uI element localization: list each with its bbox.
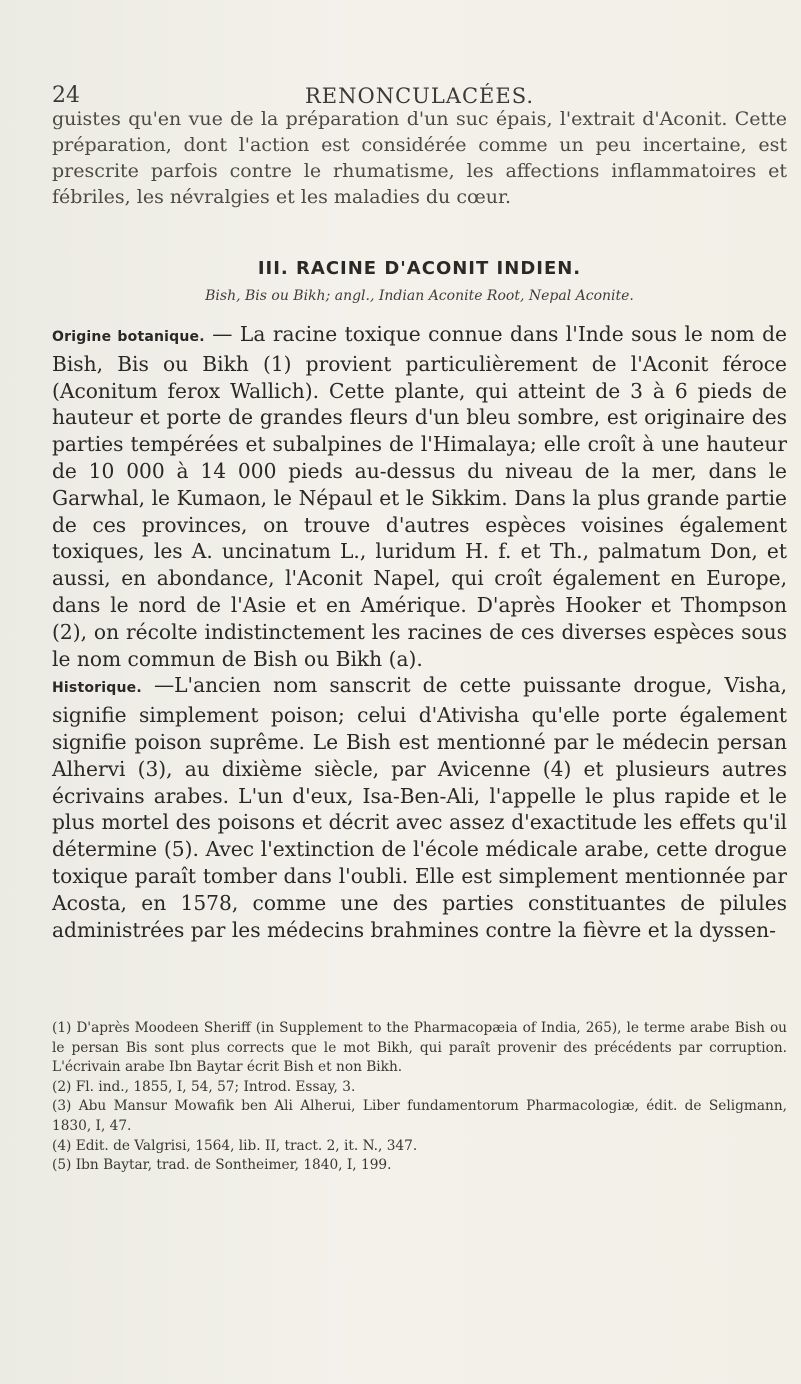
intro-paragraph: guistes qu'en vue de la préparation d'un suc épais, l'extrait d'Aconit. Cette préparation, dont l'action est considérée comme un peu incertaine, est prescrite parfois contre le rhumatisme, les affections inflammatoires et fébriles, les névralgies et les maladies du cœur. — [52, 108, 787, 208]
historique-lead: Historique. — [52, 680, 142, 697]
footnote-4: (4) Edit. de Valgrisi, 1564, lib. II, tract. 2, it. N., 347. — [52, 1137, 418, 1154]
section-subtitle: Bish, Bis ou Bikh; angl., Indian Aconite Root, Nepal Aconite. — [205, 288, 634, 304]
footnote-2: (2) Fl. ind., 1855, I, 54, 57; Introd. Essay, 3. — [52, 1078, 356, 1095]
section-title: III. RACINE D'ACONIT INDIEN. — [257, 258, 582, 279]
origine-paragraph — [52, 321, 787, 672]
intro-paragraph-block — [52, 106, 787, 210]
origine-lead: Origine botanique. — [52, 329, 205, 345]
footnote-3: (3) Abu Mansur Mowafik ben Ali Alherui, Liber fundamentorum Pharmacologiæ, édit. de Seligmann, 1830, I, 47. — [52, 1098, 787, 1134]
footnote-5: (5) Ibn Baytar, trad. de Sontheimer, 1840, I, 199. — [52, 1157, 392, 1174]
footnote-1: (1) D'après Moodeen Sheriff (in Supplement to the Pharmacopæia of India, 265), le terme arabe Bish ou le persan Bis sont plus corrects que le mot Bikh, qui paraît provenir des précédents par corruption. L'écrivain arabe Ibn Baytar écrit Bish et non Bikh. — [52, 1020, 787, 1076]
main-text — [52, 321, 787, 943]
origine-text: — La racine toxique connue dans l'Inde sous le nom de Bish, Bis ou Bikh (1) provient particulièrement de l'Aconit féroce (Aconitum ferox Wallich). Cette plante, qui atteint de 3 à 6 pieds de hauteur et porte de grandes fleurs d'un bleu sombre, est originaire des parties tempérées et subalpines de l'Himalaya; elle croît à une hauteur de 10 000 à 14 000 pieds au-dessus du niveau de la mer, dans le Garwhal, le Kumaon, le Népaul et le Sikkim. Dans la plus grande partie de ces provinces, on trouve d'autres espèces voisines également toxiques, les A. uncinatum L., luridum H. f. et Th., palmatum Don, et aussi, en abondance, l'Aconit Napel, qui croît également en Europe, dans le nord de l'Asie et en Amérique. D'après Hooker et Thompson (2), on récolte indistinctement les racines de ces diverses espèces sous le nom commun de Bish ou Bikh (a). — [52, 322, 787, 671]
page-number: 24 — [52, 83, 80, 108]
historique-text: —L'ancien nom sanscrit de cette puissante drogue, Visha, signifie simplement poison; celui d'Ativisha qu'elle porte également signifie poison suprême. Le Bish est mentionné par le médecin persan Alhervi (3), au dixième siècle, par Avicenne (4) et plusieurs autres écrivains arabes. L'un d'eux, Isa-Ben-Ali, l'appelle le plus rapide et le plus mortel des poisons et décrit avec assez d'exactitude les effets qu'il détermine (5). Avec l'extinction de l'école médicale arabe, cette drogue toxique paraît tomber dans l'oubli. Elle est simplement mentionnée par Acosta, en 1578, comme une des parties constituantes de pilules administrées par les médecins brahmines contre la fièvre et la dyssen- — [52, 673, 787, 942]
footnotes — [52, 1019, 787, 1176]
running-head: RENONCULACÉES. — [304, 84, 535, 108]
historique-paragraph — [52, 672, 787, 943]
